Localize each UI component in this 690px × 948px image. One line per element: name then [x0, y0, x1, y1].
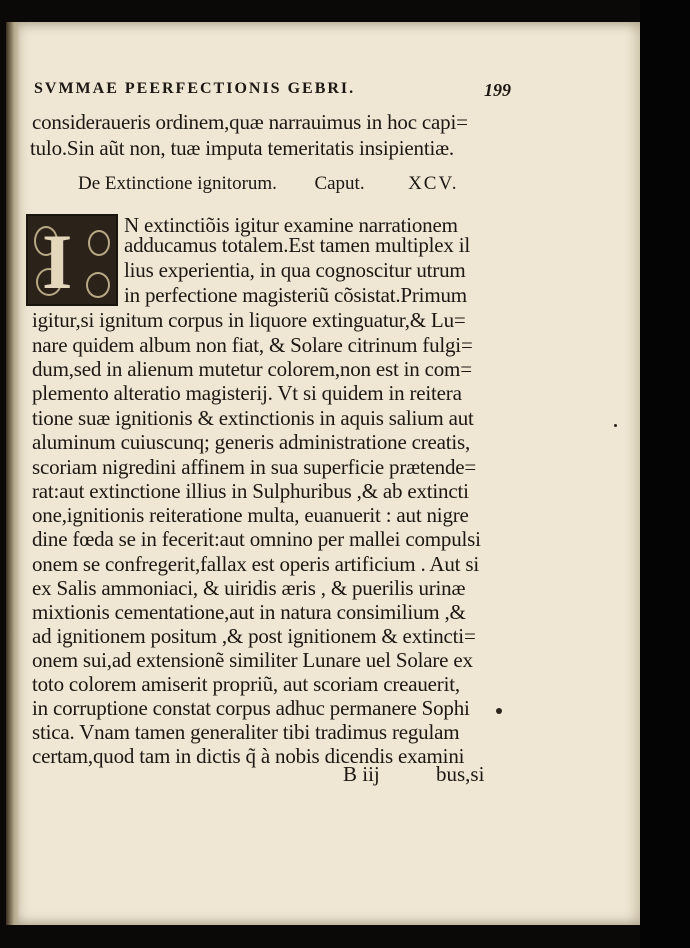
initial-letter: I: [42, 218, 73, 305]
page-edge-shadow: [640, 0, 690, 948]
ink-speck: [496, 708, 502, 714]
body-line: rat:aut extinctione illius in Sulphuribus ,& ab extincti: [32, 479, 469, 503]
page-number: 199: [484, 80, 511, 100]
body-line: in perfectione magisteriũ cõsistat.Primum: [124, 283, 467, 307]
body-line: aluminum cuiuscunq; generis administratione creatis,: [32, 430, 471, 454]
body-line: lius experientia, in qua cognoscitur utrum: [124, 258, 466, 282]
body-line: igitur,si ignitum corpus in liquore extinguatur,& Lu=: [32, 308, 466, 332]
ornament-swirl-icon: [86, 272, 110, 298]
catchword: bus,si: [436, 762, 485, 786]
body-line: ex Salis ammoniaci, & uiridis æris , & puerilis urinæ: [32, 576, 466, 600]
ornament-swirl-icon: [88, 230, 110, 256]
body-line: onem se confregerit,fallax est operis artificium . Aut si: [32, 552, 479, 576]
body-line: stica. Vnam tamen generaliter tibi tradimus regulam: [32, 720, 460, 744]
chapter-number: XCV.: [408, 173, 459, 194]
body-line: tione suæ ignitionis & extinctionis in aquis salium aut: [32, 406, 474, 430]
running-head: SVMMAE PEERFECTIONIS GEBRI.: [34, 80, 356, 97]
intro-line: consideraueris ordinem,quæ narrauimus in hoc capi=: [32, 110, 468, 134]
body-line: ad ignitionem positum ,& post ignitionem & extincti=: [32, 624, 476, 648]
body-line: one,ignitionis reiteratione multa, euanuerit : aut nigre: [32, 503, 469, 527]
chapter-title: De Extinctione ignitorum.: [78, 173, 277, 194]
body-line: nare quidem album non fiat, & Solare citrinum fulgi=: [32, 333, 473, 357]
body-line: dum,sed in alienum mutetur colorem,non est in com=: [32, 357, 472, 381]
body-line: certam,quod tam in dictis q̃ à nobis dicendis examini: [32, 744, 465, 768]
ink-speck: [614, 424, 617, 427]
body-line: plemento alteratio magisterij. Vt si quidem in reitera: [32, 381, 462, 405]
chapter-heading: [78, 173, 459, 195]
chapter-caput: Caput.: [314, 173, 365, 194]
body-line: onem sui,ad extensionẽ similiter Lunare uel Solare ex: [32, 648, 473, 672]
body-line: N extinctiõis igitur examine narrationem: [124, 213, 458, 237]
body-line: mixtionis cementatione,aut in natura consimilium ,&: [32, 600, 466, 624]
decorated-initial: [26, 214, 118, 306]
body-line: in corruptione constat corpus adhuc permanere Sophi: [32, 696, 470, 720]
signature-mark: B iij: [343, 762, 380, 786]
body-line: dine fœda se in fecerit:aut omnino per mallei compulsi: [32, 527, 481, 551]
body-line: scoriam nigredini affinem in sua superficie prætende=: [32, 455, 477, 479]
intro-line: tulo.Sin aũt non, tuæ imputa temeritatis insipientiæ.: [30, 136, 454, 160]
page-gutter-shadow: [6, 22, 20, 925]
body-line: toto colorem amiserit propriũ, aut scoriam creauerit,: [32, 672, 460, 696]
body-line: adducamus totalem.Est tamen multiplex il: [124, 233, 471, 257]
